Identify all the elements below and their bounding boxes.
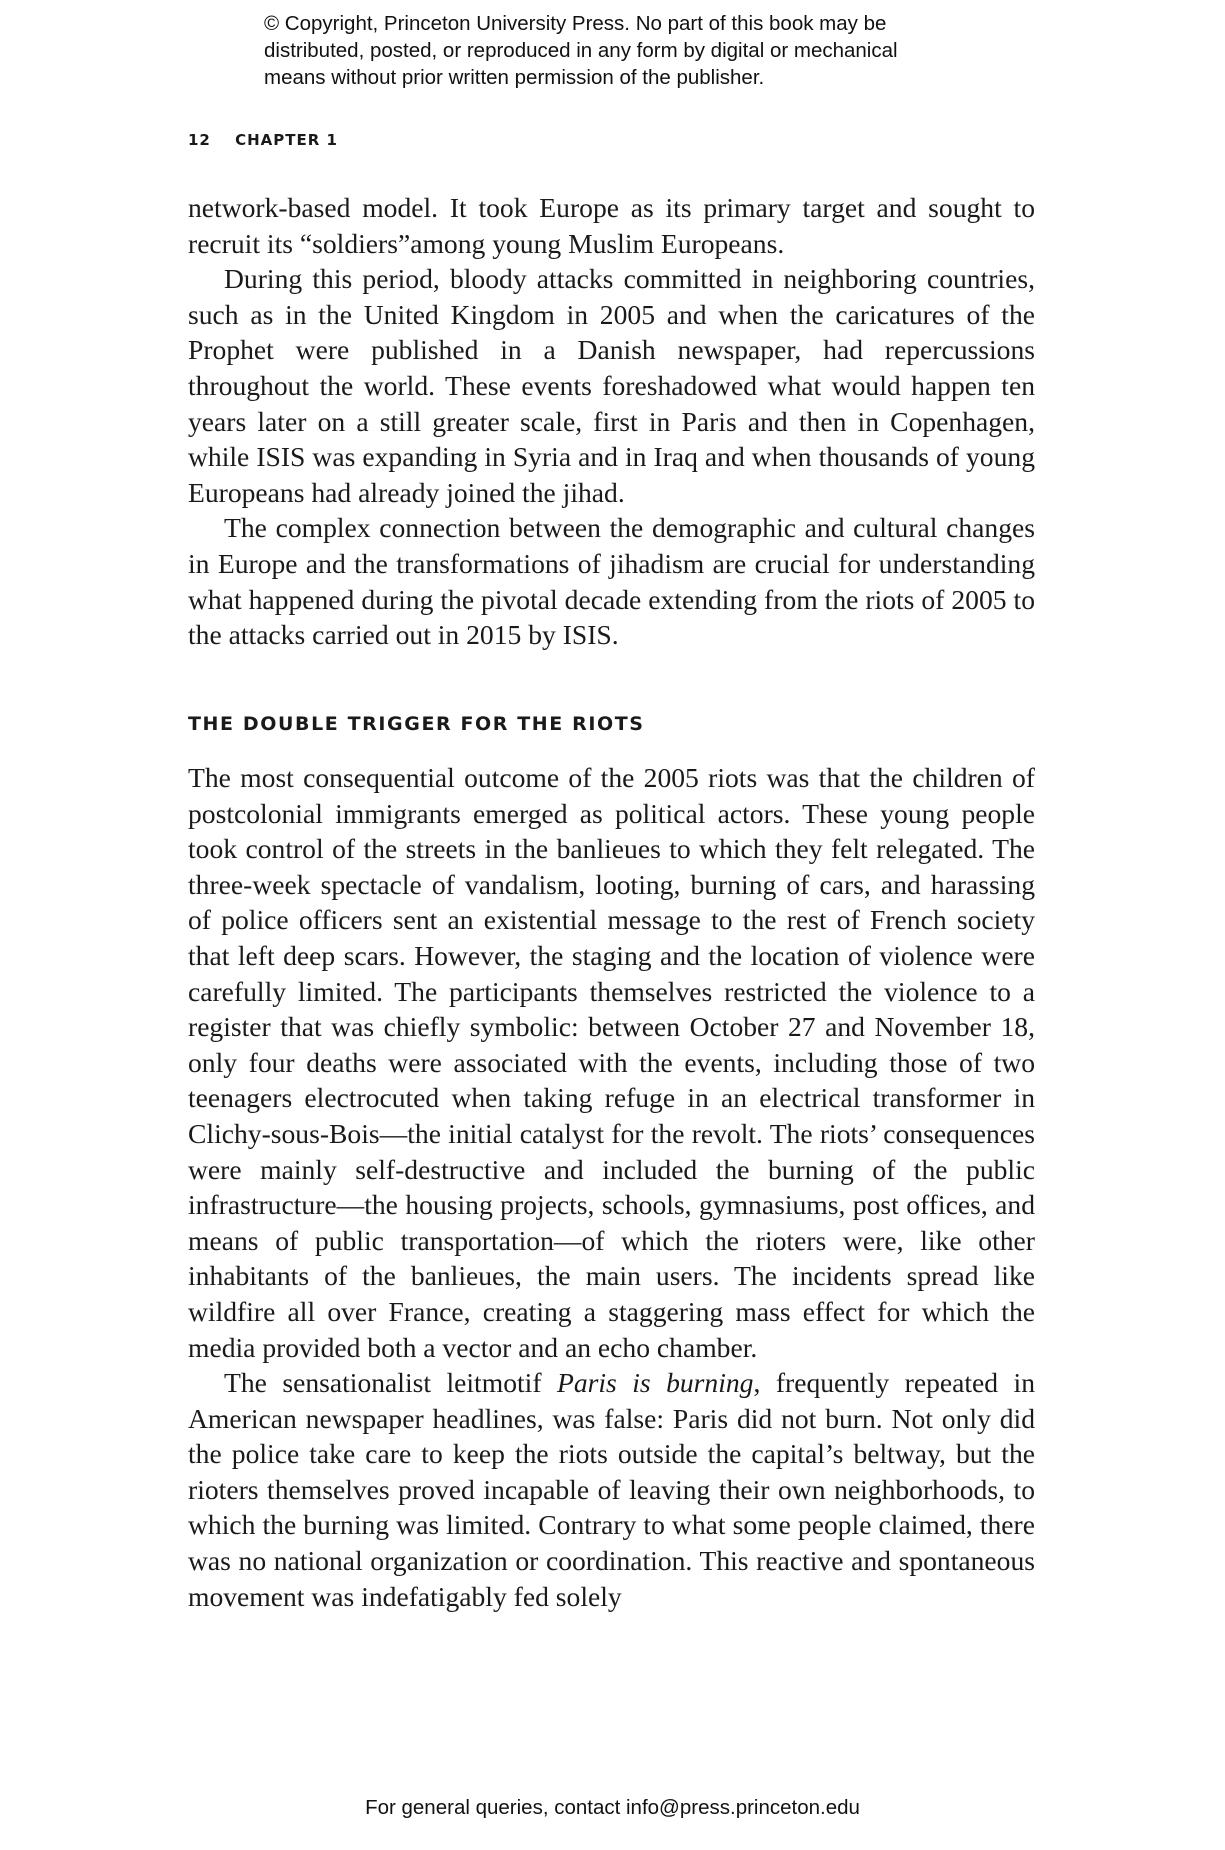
copyright-line: means without prior written permission of the publisher. <box>264 66 765 89</box>
paragraph <box>188 1365 1035 1614</box>
body-text-section-1 <box>188 190 1035 653</box>
paragraph-text: , frequently repeated in American newspaper headlines, was false: Paris did not burn. Not only did the police take care to keep the riots outside the capital’s beltway, but the rioters themselves proved incapable of leaving their own neighborhoods, to which the burning was limited. Contrary to what some people claimed, there was no national organization or coordination. This reactive and spontaneous movement was indefatigably fed solely <box>188 1367 1036 1612</box>
page-number: 12 <box>188 131 211 149</box>
section-heading: THE DOUBLE TRIGGER FOR THE RIOTS <box>188 713 645 735</box>
italic-title: Paris is burning <box>556 1367 754 1399</box>
body-text-section-2 <box>188 760 1035 1614</box>
paragraph: The most consequential outcome of the 2005 riots was that the children of postcolonial immigrants emerged as political actors. These young people took control of the streets in the banlieues to which they felt relegated. The three-week spectacle of vandalism, looting, burning of cars, and harassing of police officers sent an existential message to the rest of French society that left deep scars. However, the staging and the location of violence were carefully limited. The participants themselves restricted the violence to a register that was chiefly symbolic: between October 27 and November 18, only four deaths were associated with the events, including those of two teenagers electrocuted when taking refuge in an electrical transformer in Clichy-sous-Bois—the initial catalyst for the revolt. The riots’ consequences were mainly self-destructive and included the burning of the public infrastructure—the housing projects, schools, gymnasiums, post offices, and means of public transportation—of which the rioters were, like other inhabitants of the banlieues, the main users. The incidents spread like wildfire all over France, creating a staggering mass effect for which the media provided both a vector and an echo chamber. <box>188 762 1035 1363</box>
paragraph: network-based model. It took Europe as its primary target and sought to recruit its “soldiers”among young Muslim Europeans. <box>188 192 1035 259</box>
paragraph-text: The sensationalist leitmotif <box>224 1367 557 1399</box>
chapter-label: CHAPTER 1 <box>235 131 338 149</box>
paragraph: During this period, bloody attacks committed in neighboring countries, such as in the United Kingdom in 2005 and when the caricatures of the Prophet were published in a Danish newspaper, had repercussions throughout the world. These events foreshadowed what would happen ten years later on a still greater scale, first in Paris and then in Copenhagen, while ISIS was expanding in Syria and in Iraq and when thousands of young Europeans had already joined the jihad. <box>188 263 1035 508</box>
copyright-line: © Copyright, Princeton University Press. No part of this book may be <box>264 12 887 35</box>
running-head <box>188 131 338 149</box>
copyright-notice <box>264 10 984 91</box>
footer-contact: For general queries, contact info@press.princeton.edu <box>365 1796 860 1819</box>
paragraph: The complex connection between the demographic and cultural changes in Europe and the transformations of jihadism are crucial for understanding what happened during the pivotal decade extending from the riots of 2005 to the attacks carried out in 2015 by ISIS. <box>188 512 1035 651</box>
copyright-line: distributed, posted, or reproduced in any form by digital or mechanical <box>264 39 898 62</box>
